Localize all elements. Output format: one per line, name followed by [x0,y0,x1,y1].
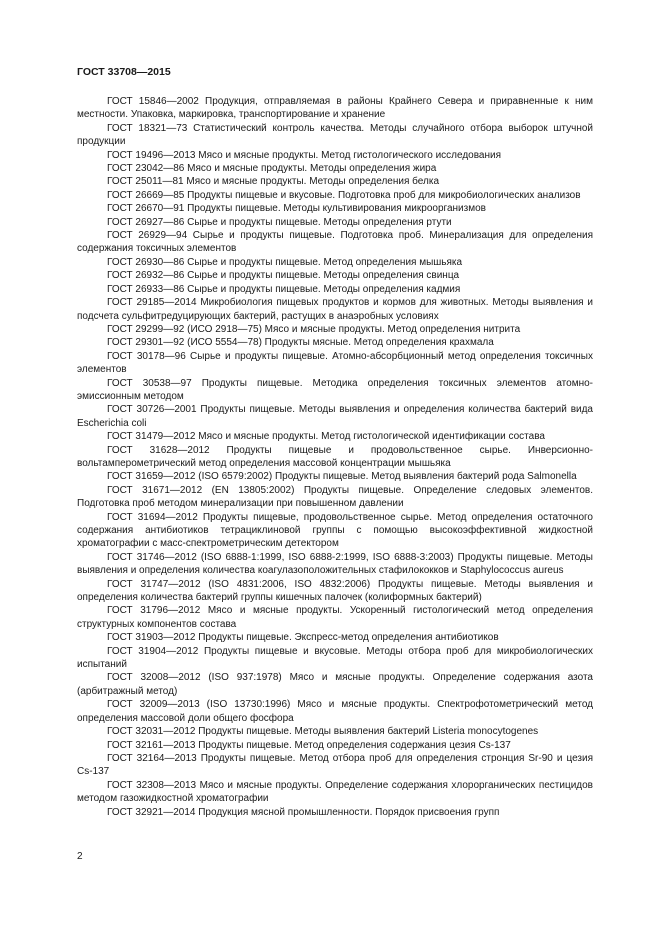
reference-entry: ГОСТ 31796—2012 Мясо и мясные продукты. Ускоренный гистологический метод определения структурных компонентов состава [77,605,593,630]
reference-entry: ГОСТ 32308—2013 Мясо и мясные продукты. Определение содержания хлорорганических пестицидов методом газожидкостной хроматографии [77,779,593,805]
reference-entry: ГОСТ 32921—2014 Продукция мясной промышленности. Порядок присвоения групп [107,806,500,818]
reference-entry: ГОСТ 30538—97 Продукты пищевые. Методика определения токсичных элементов атомно-эмиссионным методом [77,377,593,402]
reference-entry: ГОСТ 31659—2012 (ISO 6579:2002) Продукты пищевые. Метод выявления бактерий рода Salmonella [107,471,577,483]
reference-entry: ГОСТ 19496—2013 Мясо и мясные продукты. Метод гистологического исследования [107,149,502,161]
reference-entry: ГОСТ 29301—92 (ИСО 5554—78) Продукты мясные. Метод определения крахмала [107,337,494,349]
reference-entry: ГОСТ 32031—2012 Продукты пищевые. Методы выявления бактерий Listeria monocytogenes [107,726,539,738]
reference-entry: ГОСТ 31903—2012 Продукты пищевые. Экспресс-метод определения антибиотиков [107,632,499,644]
reference-entry: ГОСТ 31694—2012 Продукты пищевые, продовольственное сырье. Метод определения остаточного содержания антибиотиков тетрациклиновой группы с помощью высокоэффективной жидкостной хроматографии с масс-спектрометрическим детектором [77,511,593,550]
reference-entry: ГОСТ 29185—2014 Микробиология пищевых продуктов и кормов для животных. Методы выявления и подсчета сульфитредуцирующих бактерий, растущих в анаэробных условиях [77,297,593,322]
reference-list [77,95,593,819]
reference-entry: ГОСТ 18321—73 Статистический контроль качества. Методы случайного отбора выборок штучной продукции [77,122,593,148]
reference-entry: ГОСТ 32164—2013 Продукты пищевые. Метод отбора проб для определения стронция Sr-90 и цезия Cs-137 [77,752,593,778]
reference-entry: ГОСТ 30726—2001 Продукты пищевые. Методы выявления и определения количества бактерий вида Escherichia coli [77,404,593,429]
reference-entry: ГОСТ 26670—91 Продукты пищевые. Методы культивирования микроорганизмов [107,203,486,215]
reference-entry: ГОСТ 26930—86 Сырье и продукты пищевые. Метод определения мышьяка [107,256,463,268]
reference-entry: ГОСТ 31671—2012 (EN 13805:2002) Продукты пищевые. Определение следовых элементов. Подготовка проб методом минерализации при повышенном давлении [77,484,593,510]
page-header: ГОСТ 33708—2015 [77,66,171,78]
reference-entry: ГОСТ 31479—2012 Мясо и мясные продукты. Метод гистологической идентификации состава [107,431,545,443]
reference-entry: ГОСТ 32161—2013 Продукты пищевые. Метод определения содержания цезия Cs-137 [107,739,511,751]
reference-entry: ГОСТ 32008—2012 (ISO 937:1978) Мясо и мясные продукты. Определение содержания азота (арбитражный метод) [77,672,593,697]
reference-entry: ГОСТ 32009—2013 (ISO 13730:1996) Мясо и мясные продукты. Спектрофотометрический метод определения массовой доли общего фосфора [77,699,593,724]
reference-entry: ГОСТ 31747—2012 (ISO 4831:2006, ISO 4832:2006) Продукты пищевые. Методы выявления и определения количества бактерий группы кишечных палочек (колиформных бактерий) [77,578,593,604]
page-number: 2 [77,851,83,862]
reference-entry: ГОСТ 30178—96 Сырье и продукты пищевые. Атомно-абсорбционный метод определения токсичных элементов [77,350,593,376]
reference-entry: ГОСТ 26929—94 Сырье и продукты пищевые. Подготовка проб. Минерализация для определения содержания токсичных элементов [77,230,593,255]
reference-entry: ГОСТ 29299—92 (ИСО 2918—75) Мясо и мясные продукты. Метод определения нитрита [107,323,521,335]
reference-entry: ГОСТ 31628—2012 Продукты пищевые и продовольственное сырье. Инверсионно-вольтамперометрический метод определения массовой концентрации мышьяка [77,444,593,469]
reference-entry: ГОСТ 26669—85 Продукты пищевые и вкусовые. Подготовка проб для микробиологических анализов [107,189,581,201]
reference-entry: ГОСТ 26933—86 Сырье и продукты пищевые. Методы определения кадмия [107,283,461,295]
reference-entry: ГОСТ 26932—86 Сырье и продукты пищевые. Методы определения свинца [107,270,460,282]
reference-entry: ГОСТ 25011—81 Мясо и мясные продукты. Методы определения белка [107,176,440,188]
reference-entry: ГОСТ 23042—86 Мясо и мясные продукты. Методы определения жира [107,163,437,175]
reference-entry: ГОСТ 26927—86 Сырье и продукты пищевые. Методы определения ртути [107,216,452,228]
reference-entry: ГОСТ 15846—2002 Продукция, отправляемая в районы Крайнего Севера и приравненные к ним местности. Упаковка, маркировка, транспортирование и хранение [77,96,593,121]
reference-entry: ГОСТ 31904—2012 Продукты пищевые и вкусовые. Методы отбора проб для микробиологических испытаний [77,645,593,671]
reference-entry: ГОСТ 31746—2012 (ISO 6888-1:1999, ISO 6888-2:1999, ISO 6888-3:2003) Продукты пищевые. Методы выявления и определения количества коагулазоположительных стафилококков и Staphylococcus aureus [77,551,593,577]
